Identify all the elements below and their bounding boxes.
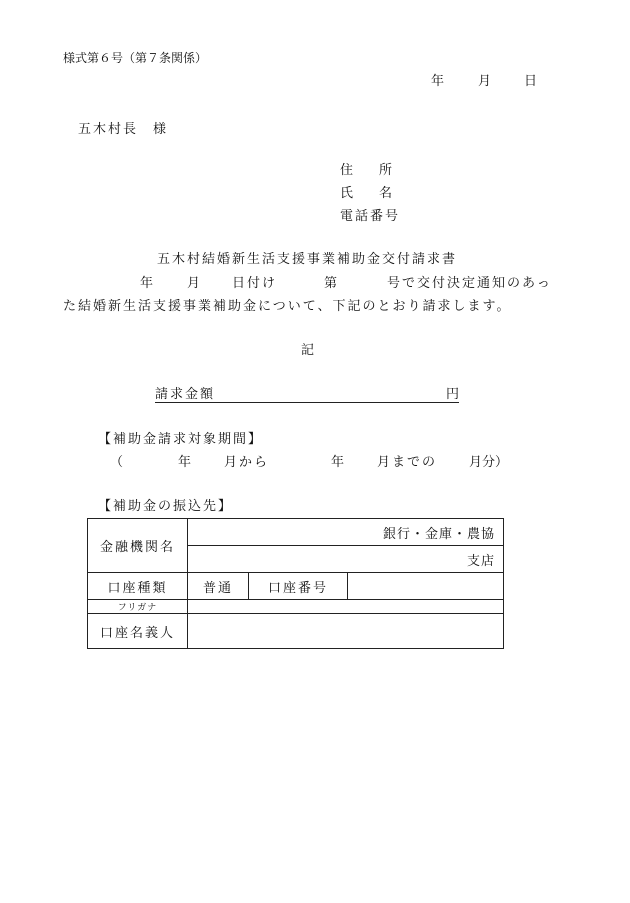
body-dated: 日付け: [232, 276, 278, 291]
ki-heading: 記: [301, 343, 315, 358]
period-heading: 【補助金請求対象期間】: [98, 432, 264, 447]
institution-types[interactable]: 銀行・金庫・農協: [188, 519, 504, 546]
furigana-label: フリガナ: [88, 600, 188, 614]
furigana-field[interactable]: [188, 600, 504, 614]
body-year: 年: [140, 276, 154, 291]
holder-label: 口座名義人: [88, 614, 188, 649]
holder-field[interactable]: [188, 614, 504, 649]
phone-label: 電話番号: [340, 209, 401, 224]
period-until: 月までの: [377, 455, 438, 470]
period-year2: 年: [331, 455, 345, 470]
bank-heading: 【補助金の振込先】: [98, 499, 234, 514]
period-months: 月分）: [469, 455, 509, 470]
period-from: 月から: [224, 455, 270, 470]
date-day: 日: [524, 74, 538, 89]
account-type-label: 口座種類: [88, 573, 188, 600]
body-line1-tail: 号で交付決定通知のあっ: [387, 276, 552, 291]
branch-cell[interactable]: 支店: [188, 546, 504, 573]
form-number: 様式第６号（第７条関係）: [63, 51, 208, 65]
date-year: 年: [431, 74, 445, 89]
amount-label: 請求金額: [155, 387, 216, 402]
body-line2: た結婚新生活支援事業補助金について、下記のとおり請求します。: [63, 299, 512, 314]
document-title: 五木村結婚新生活支援事業補助金交付請求書: [157, 252, 458, 267]
body-month: 月: [187, 276, 201, 291]
account-number-field[interactable]: [348, 573, 504, 600]
account-type-value[interactable]: 普通: [188, 573, 249, 600]
addressee: 五木村長 様: [78, 122, 169, 137]
amount-underline: [155, 402, 459, 403]
period-year1: 年: [178, 455, 192, 470]
date-month: 月: [478, 74, 492, 89]
period-open: （: [110, 455, 124, 470]
body-number-prefix: 第: [324, 276, 338, 291]
account-number-label: 口座番号: [249, 573, 348, 600]
institution-label: 金融機関名: [88, 519, 188, 573]
amount-unit: 円: [446, 387, 460, 402]
address-label: 住 所: [340, 163, 393, 178]
name-label: 氏 名: [340, 186, 393, 201]
bank-transfer-table: [87, 518, 504, 649]
